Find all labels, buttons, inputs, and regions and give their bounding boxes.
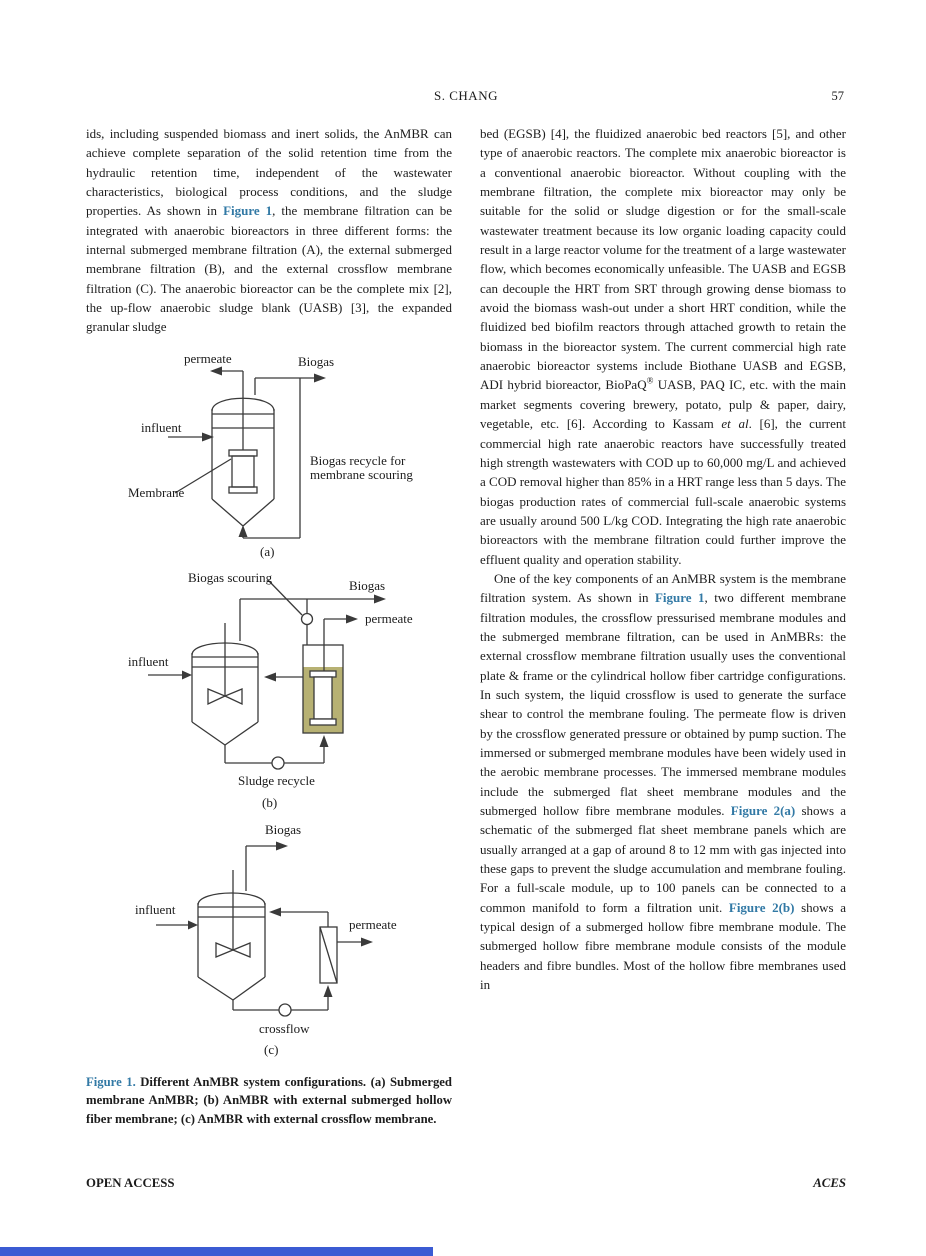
left-paragraph-text: ids, including suspended biomass and inert solids, the AnMBR can achieve complete separation of the solid retention time from the hydraulic retention time, independent of the wastewater characteristics, biological process conditions, and the sludge properties. As shown in	[86, 126, 452, 219]
label-influent-a: influent	[141, 419, 182, 435]
subfigure-tag-a: (a)	[260, 543, 275, 559]
permeate-arrowhead	[346, 614, 358, 623]
influent-arrowhead	[188, 920, 198, 929]
diagram-a-submerged-membrane-anmbr	[128, 347, 458, 567]
right-paragraph-1-text: bed (EGSB) [4], the fluidized anaerobic bed reactors [5], and other type of anaerobic reactors. The complete mix anaerobic bioreactor is a conventional anaerobic bioreactor. Without coupling with the membrane filtration, the complete mix bioreactor may only be suitable for the solid or sludge digestion or for the small-scale wastewater treatment because its low organic loading capacity could result in a large reactor volume for the treatment of a large wastewater flow, which becomes economically unfeasible. The UASB and EGSB can decouple the HRT from SRT through growing dense biomass to avoid the biomass wash-out under a short HRT condition, while the fluidized bed biofilm reactors through attached growth to retain the biomass in the bioreactor system. The current commercial high rate anaerobic bioreactor systems include Biothane UASB and EGSB, ADI hybrid bioreactor, BioPaQ	[480, 126, 846, 393]
membrane-body	[314, 677, 332, 719]
label-permeate-b: permeate	[365, 610, 413, 626]
impeller-blade-right	[225, 689, 242, 704]
right-paragraph-1	[480, 124, 846, 569]
label-membrane-a: Membrane	[128, 484, 185, 500]
crossflow-module-diagonal	[320, 927, 337, 983]
figure1-link[interactable]: Figure 1	[223, 203, 273, 219]
left-paragraph-text: , the membrane filtration can be integrated with anaerobic bioreactors in three different forms: the internal submerged membrane filtration (A), the external submerged membrane filtration (B), and the external crossflow membrane filtration (C). The anaerobic bioreactor can be the complete mix [2], the up-flow anaerobic sludge blank (UASB) [3], the expanded granular sludge	[86, 203, 453, 335]
page-number: 57	[831, 89, 844, 103]
label-biogas-scouring: Biogas scouring	[188, 569, 273, 585]
diagram-c-external-crossflow-anmbr	[128, 817, 458, 1067]
diagram-b-arrowheads	[182, 594, 386, 747]
return-arrowhead	[269, 907, 281, 916]
right-column	[480, 124, 846, 1129]
label-sludge-recycle: Sludge recycle	[238, 772, 315, 788]
influent-arrowhead	[182, 670, 192, 679]
gas-valve-circle	[302, 613, 313, 624]
label-biogas-b: Biogas	[349, 577, 386, 593]
label-influent-b: influent	[128, 653, 169, 669]
permeate-arrowhead	[210, 366, 222, 375]
open-access-label: OPEN ACCESS	[86, 1176, 175, 1190]
right-paragraph-1-text: UASB, PAQ IC, etc. with the main market segments covering brewery, potato, pulp & paper, dairy, vegetable, etc. [6]. According to Kassam	[480, 377, 846, 432]
membrane-top-cap	[229, 450, 257, 456]
subfigure-tag-c: (c)	[264, 1041, 279, 1057]
right-paragraph-2-text: One of the key components of an AnMBR system is the membrane filtration system. As shown in	[480, 570, 846, 606]
impeller-blade-left	[216, 943, 233, 957]
right-paragraph-2-text: , two different membrane filtration modules, the crossflow pressurised membrane modules and the submerged membrane filtration, can be used in AnMBRs: the external crossflow membrane filtration usually uses the conventional plate & frame or the cylindrical hollow fiber cartridge configurations. In such system, the liquid crossflow is used to generate the surface shear to control the membrane fouling. The permeate flow is driven by the crossflow generated pressure or obtained by pump suction. The immersed or submerged membrane modules have been widely used in the aerobic membrane processes. The immersed membrane modules include the submerged flat sheet membrane modules and the submerged hollow fibre membrane modules.	[480, 590, 846, 819]
label-influent-c: influent	[135, 901, 176, 917]
figure2b-link[interactable]: Figure 2(b)	[728, 899, 795, 915]
bottom-blue-bar	[0, 1247, 433, 1256]
membrane-top-cap	[310, 671, 336, 677]
figure-1-caption-label: Figure 1.	[86, 1074, 136, 1089]
crossflow-pump-circle	[279, 1004, 291, 1016]
journal-abbreviation: ACES	[813, 1176, 846, 1190]
membrane-body	[232, 456, 254, 487]
figure1-link[interactable]: Figure 1	[654, 590, 705, 606]
biogas-arrowhead	[374, 594, 386, 603]
two-column-body	[86, 124, 846, 1129]
right-paragraph-2-text: shows a typical design of a submerged hollow fibre membrane module. The submerged hollow fibre membrane module consists of the module headers and fibre bundles. Most of the hollow fibre membranes used in	[480, 899, 846, 993]
label-recycle-line2: membrane scouring	[310, 466, 413, 482]
right-paragraph-2	[480, 569, 846, 995]
loop-arrowhead	[324, 985, 333, 997]
label-permeate-a: permeate	[184, 350, 232, 366]
recycle-arrowhead	[239, 525, 248, 537]
label-biogas-c: Biogas	[265, 821, 302, 837]
diagram-c-arrowheads	[188, 841, 373, 997]
right-paragraph-2-text: shows a schematic of the submerged flat sheet membrane panels which are usually arranged at a gap of around 8 to 12 mm with gas injected into these gaps to prevent the sludge accumulation and membrane fouling. For a full-scale module, up to 100 panels can be connected to a common manifold to form a filtration unit.	[480, 803, 847, 915]
diagram-c-lines	[156, 846, 363, 1010]
diagram-a-lines	[168, 371, 316, 538]
impeller-blade-right	[233, 943, 250, 957]
diagram-a-arrowheads	[202, 366, 326, 537]
label-biogas-a: Biogas	[298, 353, 335, 369]
figure-1-caption	[86, 1073, 452, 1129]
permeate-arrowhead	[361, 937, 373, 946]
label-recycle-line1: Biogas recycle for	[310, 452, 406, 468]
reactor-cone	[198, 977, 265, 1000]
scouring-pointer-line	[268, 580, 302, 615]
membrane-bottom-cap	[229, 487, 257, 493]
page-footer	[86, 1176, 846, 1191]
reactor-dome	[198, 893, 265, 905]
reactor-cone	[192, 722, 258, 745]
left-paragraph	[86, 124, 452, 337]
recycle-arrowhead	[320, 735, 329, 747]
label-crossflow: crossflow	[259, 1020, 310, 1036]
page-header	[86, 88, 846, 108]
running-head-author: S. CHANG	[434, 88, 498, 103]
registered-trademark-symbol: ®	[646, 376, 654, 387]
figure-1-caption-text: Different AnMBR system configurations. (a) Submerged membrane AnMBR; (b) AnMBR with external submerged hollow fiber membrane; (c) AnMBR with external crossflow membrane.	[86, 1074, 452, 1126]
biogas-arrowhead	[314, 373, 326, 382]
figure-1	[86, 347, 452, 1129]
subfigure-tag-b: (b)	[262, 794, 278, 810]
membrane-bottom-cap	[310, 719, 336, 725]
diagram-b-external-submerged-anmbr	[128, 567, 458, 817]
figure2a-link[interactable]: Figure 2(a)	[730, 803, 796, 819]
biogas-arrowhead	[276, 841, 288, 850]
et-al-italic: et al	[721, 416, 749, 432]
label-permeate-c: permeate	[349, 916, 397, 932]
reactor-cone	[212, 499, 274, 526]
left-column	[86, 124, 452, 1129]
impeller-blade-left	[208, 689, 225, 704]
right-paragraph-1-text: . [6], the current commercial high rate anaerobic reactors have successfully treated high strength wastewaters with COD up to 60,000 mg/L and achieved a COD removal higher than 85% in a HRT range less than 5 days. The biogas production rates of commercial full-scale anaerobic systems are usually around 500 L/kg COD. Integrating the high rate anaerobic bioreactors with the membrane filtration could further improve the effluent quality and operation stability.	[480, 416, 846, 567]
feed-arrowhead	[264, 672, 276, 681]
sludge-pump-circle	[272, 757, 284, 769]
